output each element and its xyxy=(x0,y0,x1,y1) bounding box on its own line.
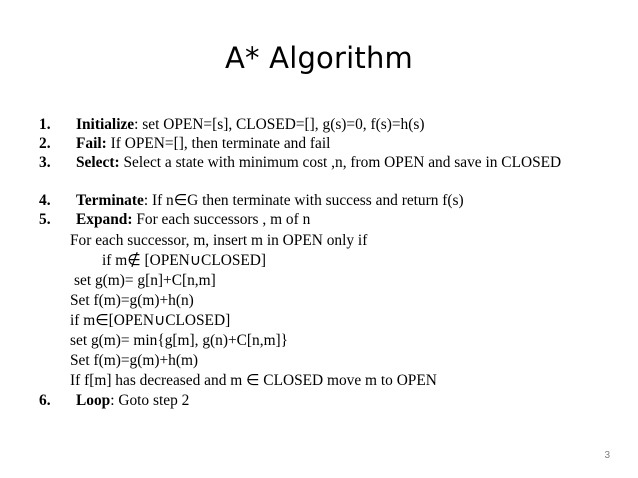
step-body: For each successors , m of n xyxy=(132,211,311,228)
step-number: 1. xyxy=(39,116,51,133)
step-keyword: Initialize xyxy=(76,116,135,133)
step-body: : set OPEN=[s], CLOSED=[], g(s)=0, f(s)=h(s) xyxy=(134,116,425,133)
step-number: 4. xyxy=(39,192,51,209)
step-number: 3. xyxy=(39,154,51,171)
step-number: 6. xyxy=(39,392,51,409)
expand-line: If f[m] has decreased and m ∈ CLOSED move m to OPEN xyxy=(70,372,437,389)
step-keyword: Select: xyxy=(76,154,120,171)
step-number: 2. xyxy=(39,135,51,152)
step-body: : Goto step 2 xyxy=(110,392,190,409)
expand-line: set g(m)= min{g[m], g(n)+C[n,m]} xyxy=(70,332,289,349)
step-keyword: Loop xyxy=(76,392,111,409)
slide-title: A* Algorithm xyxy=(225,41,413,75)
step-body: : If n∈G then terminate with success and return f(s) xyxy=(143,192,464,209)
step-body: If OPEN=[], then terminate and fail xyxy=(106,135,331,152)
step-text xyxy=(76,210,310,229)
expand-line: Set f(m)=g(m)+h(n) xyxy=(70,292,194,309)
expand-line: For each successor, m, insert m in OPEN only if xyxy=(70,232,368,249)
expand-line: if m∉ [OPEN∪CLOSED] xyxy=(102,252,267,269)
step-text xyxy=(76,115,424,134)
step-keyword: Fail: xyxy=(76,135,107,152)
step-text xyxy=(76,191,464,210)
step-number: 5. xyxy=(39,211,51,228)
step-keyword: Expand: xyxy=(76,211,133,228)
step-text xyxy=(76,391,189,410)
expand-line: Set f(m)=g(m)+h(m) xyxy=(70,352,199,369)
page-number: 3 xyxy=(604,450,610,461)
step-body: Select a state with minimum cost ,n, from OPEN and save in CLOSED xyxy=(119,154,562,171)
step-text xyxy=(76,153,602,172)
expand-line: if m∈[OPEN∪CLOSED] xyxy=(70,312,231,329)
expand-line: set g(m)= g[n]+C[n,m] xyxy=(74,272,216,289)
step-keyword: Terminate xyxy=(76,192,144,209)
step-text xyxy=(76,134,330,153)
